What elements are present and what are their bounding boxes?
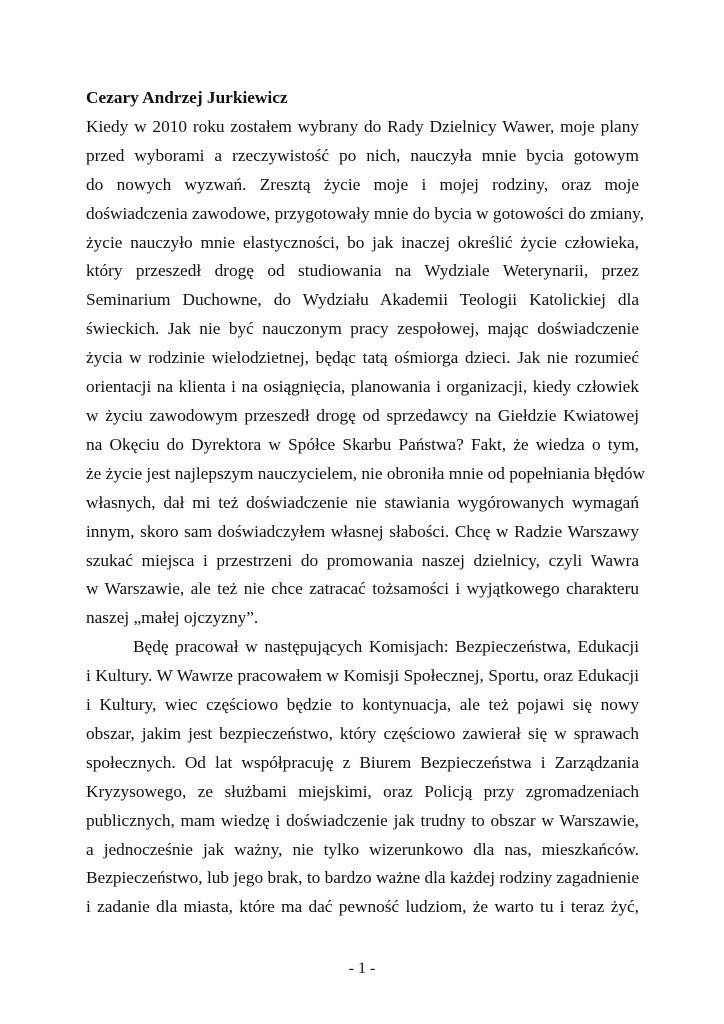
text-line: do nowych wyzwań. Zresztą życie moje i mojej rodziny, oraz moje — [86, 174, 639, 194]
text-line: Kiedy w 2010 roku zostałem wybrany do Rady Dzielnicy Wawer, moje plany — [86, 116, 639, 136]
text-line: Seminarium Duchowne, do Wydziału Akademii Teologii Katolickiej dla — [86, 290, 639, 310]
author-name: Cezary Andrzej Jurkiewicz — [86, 88, 288, 107]
text-line: i Kultury. W Wawrze pracowałem w Komisji Społecznej, Sportu, oraz Edukacji — [86, 666, 639, 686]
text-line: Będę pracował w następujących Komisjach: Bezpieczeństwa, Edukacji — [133, 637, 639, 657]
text-line: szukać miejsca i przestrzeni do promowania naszej dzielnicy, czyli Wawra — [86, 550, 639, 570]
text-line: orientacji na klienta i na osiągnięcia, planowania i organizacji, kiedy człowiek — [86, 377, 639, 397]
text-line: innym, skoro sam doświadczyłem własnej słabości. Chcę w Radzie Warszawy — [86, 521, 639, 541]
text-line: życia w rodzinie wielodzietnej, będąc tatą ośmiorga dzieci. Jak nie rozumieć — [86, 348, 639, 368]
text-line: i zadanie dla miasta, które ma dać pewność ludziom, że warto tu i teraz żyć, — [86, 897, 639, 917]
text-line: na Okęciu do Dyrektora w Spółce Skarbu Państwa? Fakt, że wiedza o tym, — [86, 434, 639, 454]
text-line: publicznych, mam wiedzę i doświadczenie jak trudny to obszar w Warszawie, — [86, 810, 639, 830]
page-number: - 1 - — [348, 960, 376, 977]
text-line: a jednocześnie jak ważny, nie tylko wizerunkowo dla nas, mieszkańców. — [86, 839, 639, 859]
text-line: Kryzysowego, ze służbami miejskimi, oraz Policją przy zgromadzeniach — [86, 781, 639, 801]
text-line: życie nauczyło mnie elastyczności, bo jak inaczej określić życie człowieka, — [86, 232, 639, 252]
text-line: obszar, jakim jest bezpieczeństwo, który częściowo zawierał się w sprawach — [86, 723, 639, 743]
text-line: przed wyborami a rzeczywistość po nich, nauczyła mnie bycia gotowym — [86, 145, 639, 165]
text-line: w życiu zawodowym przeszedł drogę od sprzedawcy na Giełdzie Kwiatowej — [86, 405, 639, 425]
text-line: doświadczenia zawodowe, przygotowały mnie do bycia w gotowości do zmiany, — [86, 203, 644, 223]
text-line: społecznych. Od lat współpracuję z Biurem Bezpieczeństwa i Zarządzania — [86, 752, 639, 772]
text-line: własnych, dał mi też doświadczenie nie stawiania wygórowanych wymagań — [86, 492, 639, 512]
text-line: świeckich. Jak nie być nauczonym pracy zespołowej, mając doświadczenie — [86, 319, 639, 339]
text-line: i Kultury, wiec częściowo będzie to kontynuacja, ale też pojawi się nowy — [86, 695, 639, 715]
paragraph-1 — [86, 113, 646, 633]
text-line: naszej „małej ojczyzny”. — [86, 608, 259, 628]
paragraph-2 — [86, 633, 639, 922]
text-line: Bezpieczeństwo, lub jego brak, to bardzo ważne dla każdej rodziny zagadnienie — [86, 868, 639, 888]
document-body — [86, 84, 646, 922]
text-line: w Warszawie, ale też nie chce zatracać tożsamości i wyjątkowego charakteru — [86, 579, 639, 599]
text-line: że życie jest najlepszym nauczycielem, nie obroniła mnie od popełniania błędów — [86, 463, 646, 483]
text-line: który przeszedł drogę od studiowania na Wydziale Weterynarii, przez — [86, 261, 639, 281]
